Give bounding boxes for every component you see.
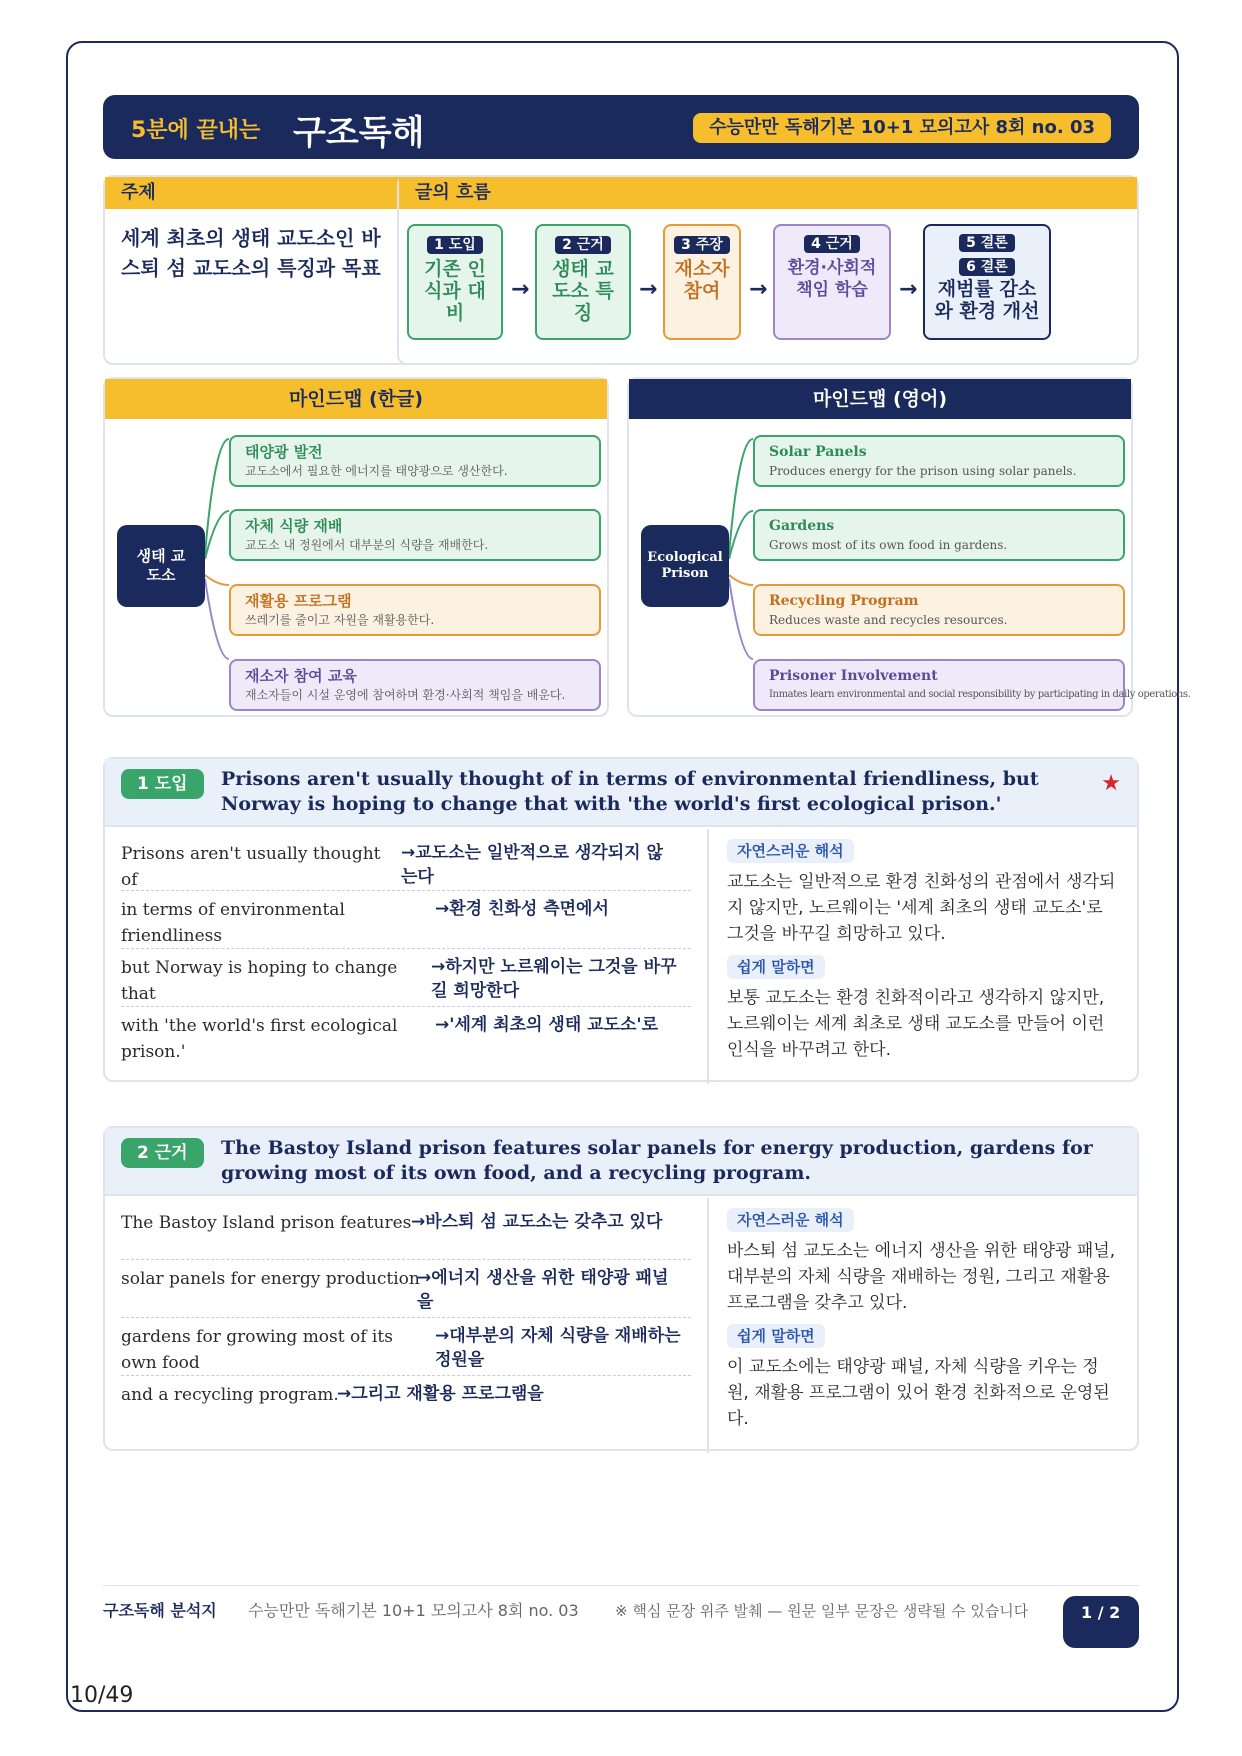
- title-prefix: 5분에 끝내는: [131, 118, 261, 143]
- mindmap-node: [229, 659, 601, 711]
- connector-line: [205, 579, 229, 659]
- sentence-section-2: [103, 1126, 1139, 1451]
- connector-line: [729, 439, 753, 554]
- chunk-korean: →교도소는 일반적으로 생각되지 않는다: [401, 843, 663, 887]
- footer-page-indicator: [1063, 1596, 1139, 1648]
- easy-explanation: 이 교도소에는 태양광 패널, 자체 식량을 키우는 정원, 재활용 프로그램이 있어 환경 친화적으로 운영된다.: [727, 1357, 1110, 1429]
- topic-panel: [103, 175, 414, 365]
- translation-panel: [707, 829, 1137, 1084]
- flow-step-tag: 2 근거: [555, 236, 611, 254]
- flow-step-tag: 5 결론: [959, 234, 1015, 252]
- node-desc: Inmates learn environmental and social responsibility by participating in daily operations.: [769, 689, 1191, 700]
- chunk-row: [121, 1382, 691, 1434]
- footer-title: 구조독해 분석지: [103, 1601, 217, 1620]
- mindmap-node: [229, 509, 601, 561]
- flow-step-text: 환경·사회적 책임 학습: [787, 258, 877, 300]
- sentence-header: [105, 759, 1137, 827]
- mindmap-english-label: 마인드맵 (영어): [629, 379, 1131, 419]
- page-title: 구조독해: [293, 113, 425, 153]
- sentence-badge: 2 근거: [121, 1138, 204, 1168]
- chunk-korean: →'세계 최초의 생태 교도소'로: [435, 1015, 659, 1035]
- chunk-english: solar panels for energy production: [121, 1269, 420, 1289]
- easy-explanation-label: 쉽게 말하면: [727, 1324, 825, 1348]
- natural-translation-label: 자연스러운 해석: [727, 1208, 854, 1232]
- mindmap-center-text: 생태 교도소: [136, 547, 186, 584]
- chunk-english: and a recycling program.: [121, 1385, 339, 1405]
- source-badge: 수능만만 독해기본 10+1 모의고사 8회 no. 03: [693, 113, 1111, 143]
- flow-step-tag: 4 근거: [804, 235, 860, 253]
- connector-line: [729, 575, 753, 585]
- chunk-korean: →바스퇴 섬 교도소는 갖추고 있다: [411, 1212, 663, 1232]
- connector-line: [205, 439, 229, 554]
- mindmap-korean-label: 마인드맵 (한글): [105, 379, 607, 419]
- chunk-row: [121, 1210, 691, 1260]
- chunk-korean: →에너지 생산을 위한 태양광 패널을: [417, 1268, 669, 1312]
- flow-step-4: [773, 224, 891, 340]
- chunk-row: [121, 955, 691, 1007]
- node-title: 재소자 참여 교육: [245, 667, 357, 685]
- mindmap-center: [117, 525, 205, 607]
- node-desc: Grows most of its own food in gardens.: [769, 538, 1008, 552]
- flow-arrow-icon: →: [749, 277, 768, 302]
- flow-arrow-icon: →: [899, 277, 918, 302]
- node-title: 재활용 프로그램: [245, 592, 352, 610]
- chunk-english: with 'the world's first ecological prison.': [121, 1016, 398, 1062]
- node-desc: Produces energy for the prison using solar panels.: [769, 464, 1077, 478]
- node-desc: 재소자들이 시설 운영에 참여하며 환경·사회적 책임을 배운다.: [245, 688, 566, 702]
- topic-label: 주제: [105, 177, 412, 209]
- node-desc: 교도소 내 정원에서 대부분의 식량을 재배한다.: [245, 538, 489, 552]
- chunk-row: [121, 1013, 691, 1069]
- node-desc: 교도소에서 필요한 에너지를 태양광으로 생산한다.: [245, 464, 508, 478]
- chunk-english: gardens for growing most of its own food: [121, 1327, 393, 1373]
- chunk-list: [105, 829, 707, 1084]
- chunk-row: [121, 1266, 691, 1318]
- sentence-header: [105, 1128, 1137, 1196]
- flow-arrow-icon: →: [511, 277, 530, 302]
- connector-line: [205, 575, 229, 585]
- node-title: 자체 식량 재배: [245, 517, 343, 535]
- mindmap-center-text: Ecological Prison: [647, 550, 723, 581]
- node-desc: 쓰레기를 줄이고 자원을 재활용한다.: [245, 613, 435, 627]
- mindmap-node: [229, 435, 601, 487]
- footer-divider: [103, 1585, 1139, 1586]
- flow-step-5: [923, 224, 1051, 340]
- easy-explanation: 보통 교도소는 환경 친화적이라고 생각하지 않지만, 노르웨이는 세계 최초로 생태 교도소를 만들어 이런 인식을 바꾸려고 한다.: [727, 988, 1105, 1060]
- chunk-korean: →환경 친화성 측면에서: [435, 899, 609, 919]
- mindmap-center: [641, 525, 729, 607]
- translation-panel: [707, 1198, 1137, 1453]
- title-banner: [103, 95, 1139, 159]
- flow-arrow-icon: →: [639, 277, 658, 302]
- natural-translation-label: 자연스러운 해석: [727, 839, 854, 863]
- chunk-row: [121, 1324, 691, 1376]
- node-title: 태양광 발전: [245, 443, 323, 461]
- natural-translation: 바스퇴 섬 교도소는 에너지 생산을 위한 태양광 패널, 대부분의 자체 식량을 재배하는 정원, 그리고 재활용 프로그램을 갖추고 있다.: [727, 1241, 1116, 1313]
- flow-step-text: 기존 인식과 대비: [424, 258, 486, 324]
- node-desc: Reduces waste and recycles resources.: [769, 613, 1008, 627]
- sentence-section-1: [103, 757, 1139, 1082]
- flow-step-tag: 3 주장: [674, 236, 730, 254]
- flow-step-text: 재소자 참여: [674, 258, 730, 302]
- node-title: Gardens: [769, 518, 835, 534]
- footer-page-text: 1 / 2: [1081, 1603, 1121, 1622]
- flow-step-text: 생태 교도소 특징: [552, 258, 614, 324]
- chunk-row: [121, 897, 691, 949]
- connector-line: [729, 579, 753, 659]
- chunk-english: The Bastoy Island prison features: [121, 1213, 412, 1233]
- mindmap-node: [753, 435, 1125, 487]
- flow-step-3: [663, 224, 741, 340]
- mindmap-node: [753, 509, 1125, 561]
- chunk-korean: →하지만 노르웨이는 그것을 바꾸길 희망한다: [431, 957, 677, 1001]
- chunk-korean: →대부분의 자체 식량을 재배하는 정원을: [435, 1326, 681, 1370]
- natural-translation: 교도소는 일반적으로 환경 친화성의 관점에서 생각되지 않지만, 노르웨이는 '세계 최초의 생태 교도소'로 그것을 바꾸길 희망하고 있다.: [727, 872, 1116, 944]
- chunk-english: in terms of environmental friendliness: [121, 900, 345, 946]
- chunk-korean: →그리고 재활용 프로그램을: [337, 1384, 544, 1404]
- star-icon: ★: [1101, 771, 1121, 796]
- footer-source: 수능만만 독해기본 10+1 모의고사 8회 no. 03: [248, 1601, 579, 1620]
- easy-explanation-label: 쉽게 말하면: [727, 955, 825, 979]
- chunk-row: [121, 841, 691, 891]
- node-title: Solar Panels: [769, 444, 867, 460]
- sentence-text: Prisons aren't usually thought of in terms of environmental friendliness, but Norway is hoping to change that with 'the world's first ecological prison.': [221, 768, 1039, 815]
- mindmap-node: [229, 584, 601, 636]
- flow-step-text: 재범률 감소와 환경 개선: [934, 278, 1040, 322]
- chunk-english: but Norway is hoping to change that: [121, 958, 398, 1004]
- mindmap-node: [753, 584, 1125, 636]
- mindmap-korean: [103, 377, 609, 717]
- sentence-badge: 1 도입: [121, 769, 204, 799]
- footer-note: ※ 핵심 문장 위주 발췌 — 원문 일부 문장은 생략될 수 있습니다: [615, 1602, 1029, 1620]
- flow-step-tag: 1 도입: [427, 236, 483, 254]
- mindmap-node: [753, 659, 1191, 711]
- flow-panel: [397, 175, 1139, 365]
- flow-step-tag-2: 6 결론: [959, 258, 1015, 276]
- flow-step-2: [535, 224, 631, 340]
- flow-label: 글의 흐름: [399, 177, 1137, 209]
- chunk-english: Prisons aren't usually thought of: [121, 844, 381, 890]
- sentence-text: The Bastoy Island prison features solar panels for energy production, gardens for growing most of its own food, and a recycling program.: [221, 1137, 1093, 1184]
- node-title: Prisoner Involvement: [769, 668, 938, 684]
- flow-step-1: [407, 224, 503, 340]
- page-number: 10/49: [70, 1683, 134, 1708]
- chunk-list: [105, 1198, 707, 1453]
- mindmap-english: [627, 377, 1191, 717]
- node-title: Recycling Program: [769, 593, 919, 609]
- topic-text: 세계 최초의 생태 교도소인 바스퇴 섬 교도소의 특징과 목표: [121, 226, 381, 280]
